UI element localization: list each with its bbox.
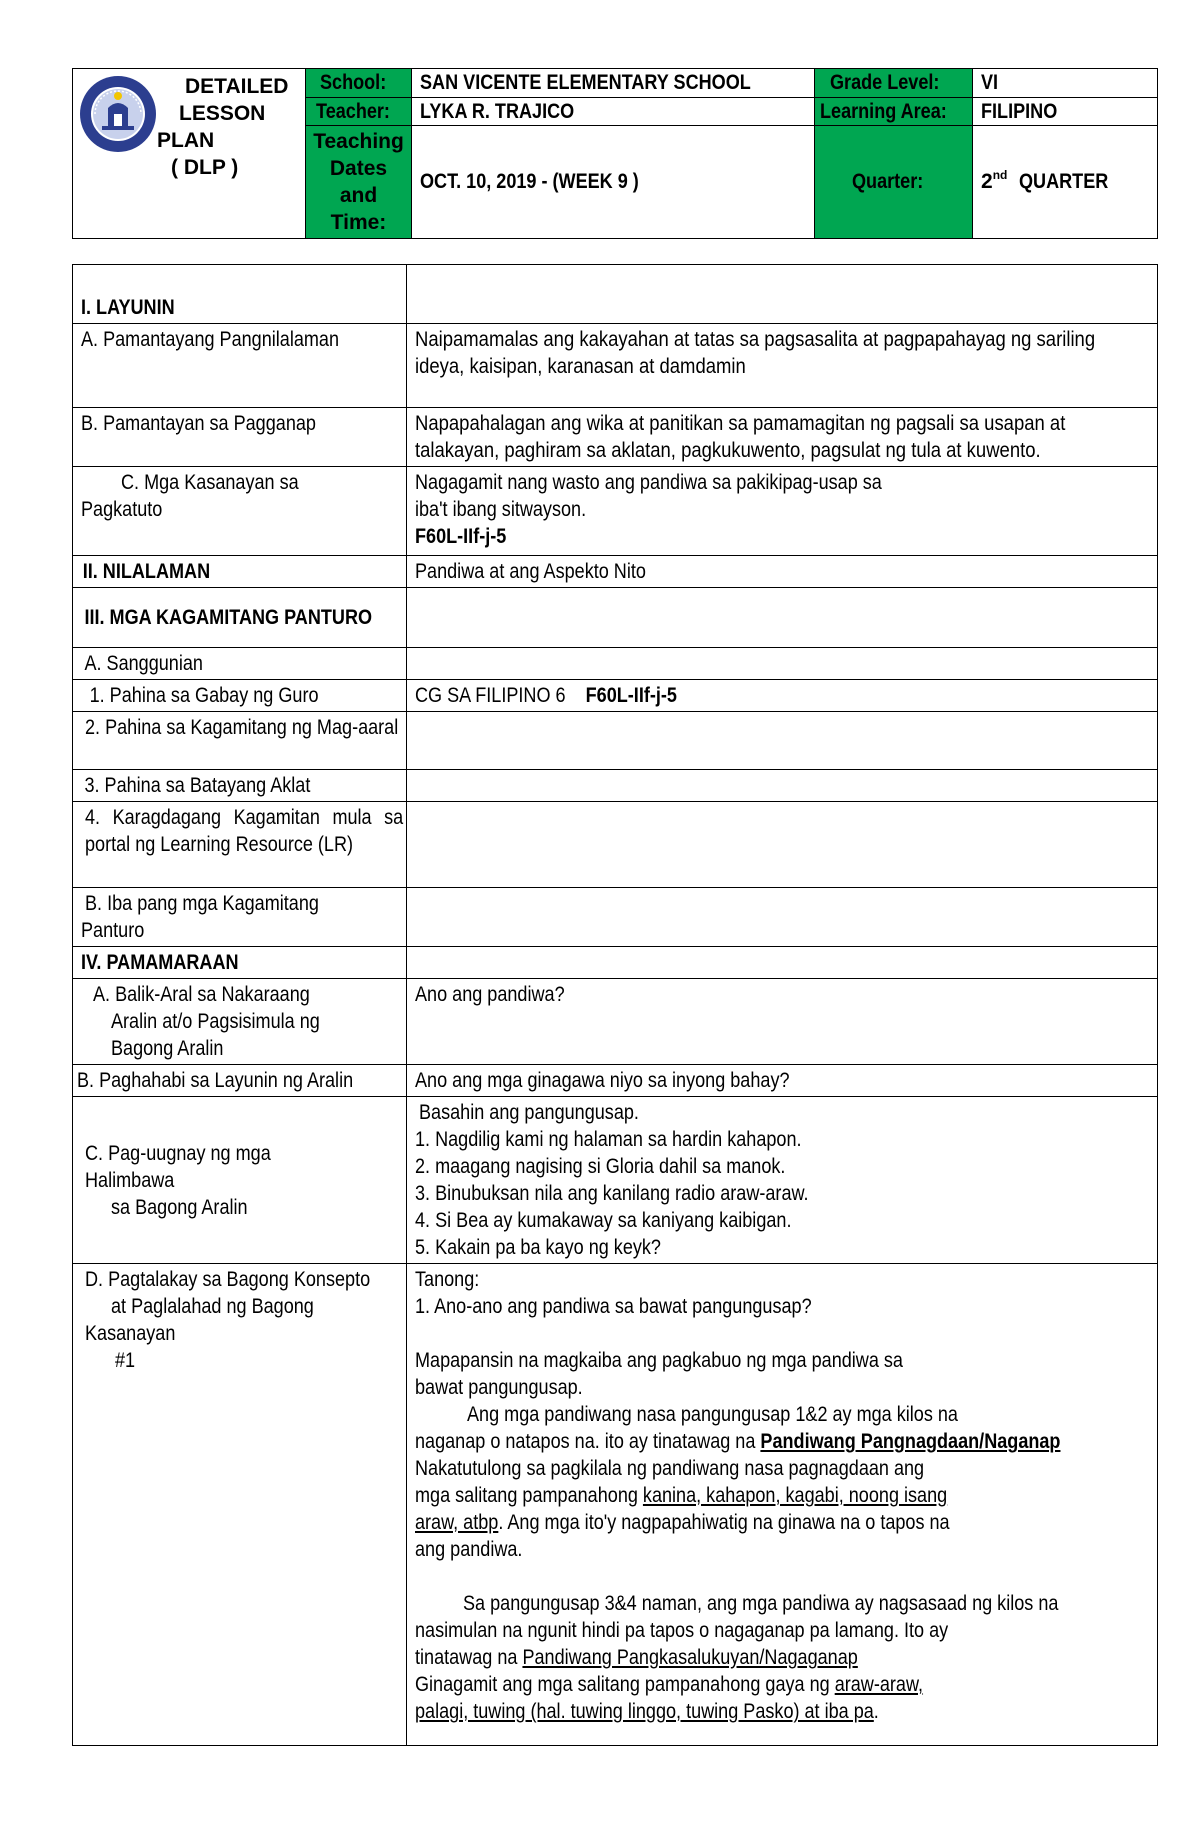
- kagamitan-heading: III. MGA KAGAMITANG PANTURO: [73, 588, 407, 648]
- dates-label-line: Dates: [329, 157, 388, 181]
- empty-cell: [407, 802, 1158, 888]
- pag-uugnay-label: C. Pag-uugnay ng mga Halimbawa sa Bagong Aralin: [73, 1097, 407, 1264]
- example-sentence: 1. Nagdilig kami ng halaman sa hardin kahapon.: [415, 1128, 802, 1151]
- pagtalakay-text: Tanong: 1. Ano-ano ang pandiwa sa bawat pangungusap? Mapapansin na magkaiba ang pagkabuo ng mga pandiwa sa bawat pangungusap. Ang mga pandiwang nasa pangungusap 1&2 ay mga kilos na naganap o natapos na. ito ay tinatawag na Pandiwang Pangnagdaan/Naganap Nakatutulong sa pagkilala ng pandiwang nasa pagnagdaan ang mga salitang pampanahong kanina, kahapon, kagabi, noong isang araw, atbp. Ang mga ito'y nagpapahiwatig na ginawa na o tapos na ang pandiwa. Sa pangungusap 3&4 naman, ang mga pandiwa ay nagsasaad ng kilos na nasimulan na ngunit hindi pa tapos o nagaganap pa lamang. Ito ay tinatawag na Pandiwang Pangkasalukuyan/Nagaganap Ginagamit ang mga salitang pampanahong gaya ng araw-araw, palagi, tuwing (hal. tuwing linggo, tuwing Pasko) at iba pa.: [407, 1264, 1158, 1746]
- teaching-dates-value: OCT. 10, 2019 - (WEEK 9 ): [412, 126, 815, 239]
- gabay-text: CG SA FILIPINO 6: [415, 684, 566, 707]
- school-label: School:: [306, 69, 412, 98]
- balik-aral-text: Ano ang pandiwa?: [407, 979, 1158, 1065]
- dlp-title: [157, 73, 303, 181]
- dlp-title-cell: [73, 69, 306, 239]
- empty-cell: [407, 770, 1158, 802]
- paragraph-text: mga salitang pampanahong: [415, 1484, 643, 1507]
- lesson-plan-table: [72, 264, 1158, 1746]
- quarter-value: [973, 126, 1158, 239]
- empty-cell: [407, 265, 1158, 324]
- paragraph-text: Ginagamit ang mga salitang pampanahong gaya ng: [415, 1673, 835, 1696]
- quarter-label: Quarter:: [815, 126, 973, 239]
- learning-resource-label: 4. Karagdagang Kagamitan mula sa portal ng Learning Resource (LR): [73, 802, 407, 888]
- dlp-title-line: DETAILED: [185, 75, 289, 98]
- grade-level-value: VI: [973, 69, 1158, 98]
- nilalaman-heading: II. NILALAMAN: [73, 556, 407, 588]
- paragraph-text: .: [873, 1700, 879, 1723]
- example-sentence: 2. maagang nagising si Gloria dahil sa manok.: [415, 1155, 786, 1178]
- example-sentence: 4. Si Bea ay kumakaway sa kaniyang kaibigan.: [415, 1209, 792, 1232]
- pamantayang-pangnilalaman-text: Naipamamalas ang kakayahan at tatas sa pagsasalita at pagpapahayag ng sariling ideya, kaisipan, karanasan at damdamin: [407, 324, 1158, 408]
- empty-cell: [407, 888, 1158, 947]
- empty-cell: [407, 712, 1158, 770]
- deped-seal-icon: [78, 74, 158, 154]
- kasanayan-text: Nagagamit nang wasto ang pandiwa sa pakikipag-usap sa iba't ibang sitwayson. F60L-IIf-j-5: [407, 467, 1158, 556]
- gabay-code: F60L-IIf-j-5: [585, 684, 677, 707]
- kasanayan-label: C. Mga Kasanayan sa Pagkatuto: [73, 467, 407, 556]
- paragraph-text: . Ang mga ito'y nagpapahiwatig na ginawa na o tapos na: [498, 1511, 950, 1534]
- pamamaraan-heading: IV. PAMAMARAAN: [73, 947, 407, 979]
- time-words: araw, atbp: [415, 1511, 499, 1534]
- time-words: kanina, kahapon, kagabi, noong isang: [642, 1484, 948, 1507]
- gabay-guro-text: [407, 680, 1158, 712]
- batayang-aklat-label: 3. Pahina sa Batayang Aklat: [73, 770, 407, 802]
- grade-level-label: Grade Level:: [815, 69, 973, 98]
- mag-aaral-label: 2. Pahina sa Kagamitang ng Mag-aaral: [73, 712, 407, 770]
- quarter-word: QUARTER: [1019, 170, 1109, 194]
- quarter-suffix: nd: [992, 168, 1008, 183]
- pamantayan-pagganap-label: B. Pamantayan sa Pagganap: [73, 408, 407, 467]
- teacher-value: LYKA R. TRAJICO: [412, 98, 815, 126]
- time-words: palagi, tuwing (hal. tuwing linggo, tuwing Pasko) at iba pa: [415, 1700, 874, 1723]
- paragraph-text: naganap o natapos na. ito ay tinatawag na: [415, 1430, 761, 1453]
- paragraph-text: tinatawag na: [415, 1646, 523, 1669]
- learning-area-value: FILIPINO: [973, 98, 1158, 126]
- pangnagdaan-term: Pandiwang Pangnagdaan/Naganap: [760, 1430, 1061, 1453]
- example-sentence: 3. Binubuksan nila ang kanilang radio araw-araw.: [415, 1182, 809, 1205]
- teacher-label: Teacher:: [306, 98, 412, 126]
- pamantayan-pagganap-text: Napapahalagan ang wika at panitikan sa pamamagitan ng pagsali sa usapan at talakayan, paghiram sa aklatan, pagkukuwento, pagsulat ng tula at kuwento.: [407, 408, 1158, 467]
- gabay-guro-label: 1. Pahina sa Gabay ng Guro: [73, 680, 407, 712]
- pagtalakay-label: D. Pagtalakay sa Bagong Konsepto at Paglalahad ng Bagong Kasanayan #1: [73, 1264, 407, 1746]
- example-sentence: 5. Kakain pa ba kayo ng keyk?: [415, 1236, 661, 1259]
- learning-area-label: Learning Area:: [815, 98, 973, 126]
- empty-cell: [407, 588, 1158, 648]
- dlp-title-line: PLAN: [157, 129, 215, 152]
- layunin-heading: I. LAYUNIN: [73, 265, 407, 324]
- dlp-title-line: ( DLP ): [171, 156, 239, 179]
- pag-uugnay-text: Basahin ang pangungusap. 1. Nagdilig kami ng halaman sa hardin kahapon. 2. maagang nagising si Gloria dahil sa manok. 3. Binubuksan nila ang kanilang radio araw-araw. 4. Si Bea ay kumakaway sa kaniyang kaibigan. 5. Kakain pa ba kayo ng keyk?: [407, 1097, 1158, 1264]
- paghahabi-label: B. Paghahabi sa Layunin ng Aralin: [73, 1065, 407, 1097]
- pangkasalukuyan-term: Pandiwang Pangkasalukuyan/Nagaganap: [522, 1646, 858, 1669]
- dates-label-line: Teaching: [313, 130, 404, 154]
- iba-pang-kagamitan-label: B. Iba pang mga Kagamitang Panturo: [73, 888, 407, 947]
- dlp-title-line: LESSON: [179, 102, 266, 125]
- balik-aral-label: A. Balik-Aral sa Nakaraang Aralin at/o Pagsisimula ng Bagong Aralin: [73, 979, 407, 1065]
- quarter-number: 2: [981, 170, 993, 194]
- pamantayang-pangnilalaman-label: A. Pamantayang Pangnilalaman: [73, 324, 407, 408]
- sanggunian-label: A. Sanggunian: [73, 648, 407, 680]
- dates-label-line: Time:: [330, 211, 387, 235]
- nilalaman-text: Pandiwa at ang Aspekto Nito: [407, 556, 1158, 588]
- paghahabi-text: Ano ang mga ginagawa niyo sa inyong bahay?: [407, 1065, 1158, 1097]
- empty-cell: [407, 648, 1158, 680]
- dates-label-line: and: [339, 184, 378, 208]
- school-value: SAN VICENTE ELEMENTARY SCHOOL: [412, 69, 815, 98]
- header-table: [72, 68, 1158, 239]
- empty-cell: [407, 947, 1158, 979]
- time-words: araw-araw,: [834, 1673, 924, 1696]
- teaching-dates-label: [306, 126, 412, 239]
